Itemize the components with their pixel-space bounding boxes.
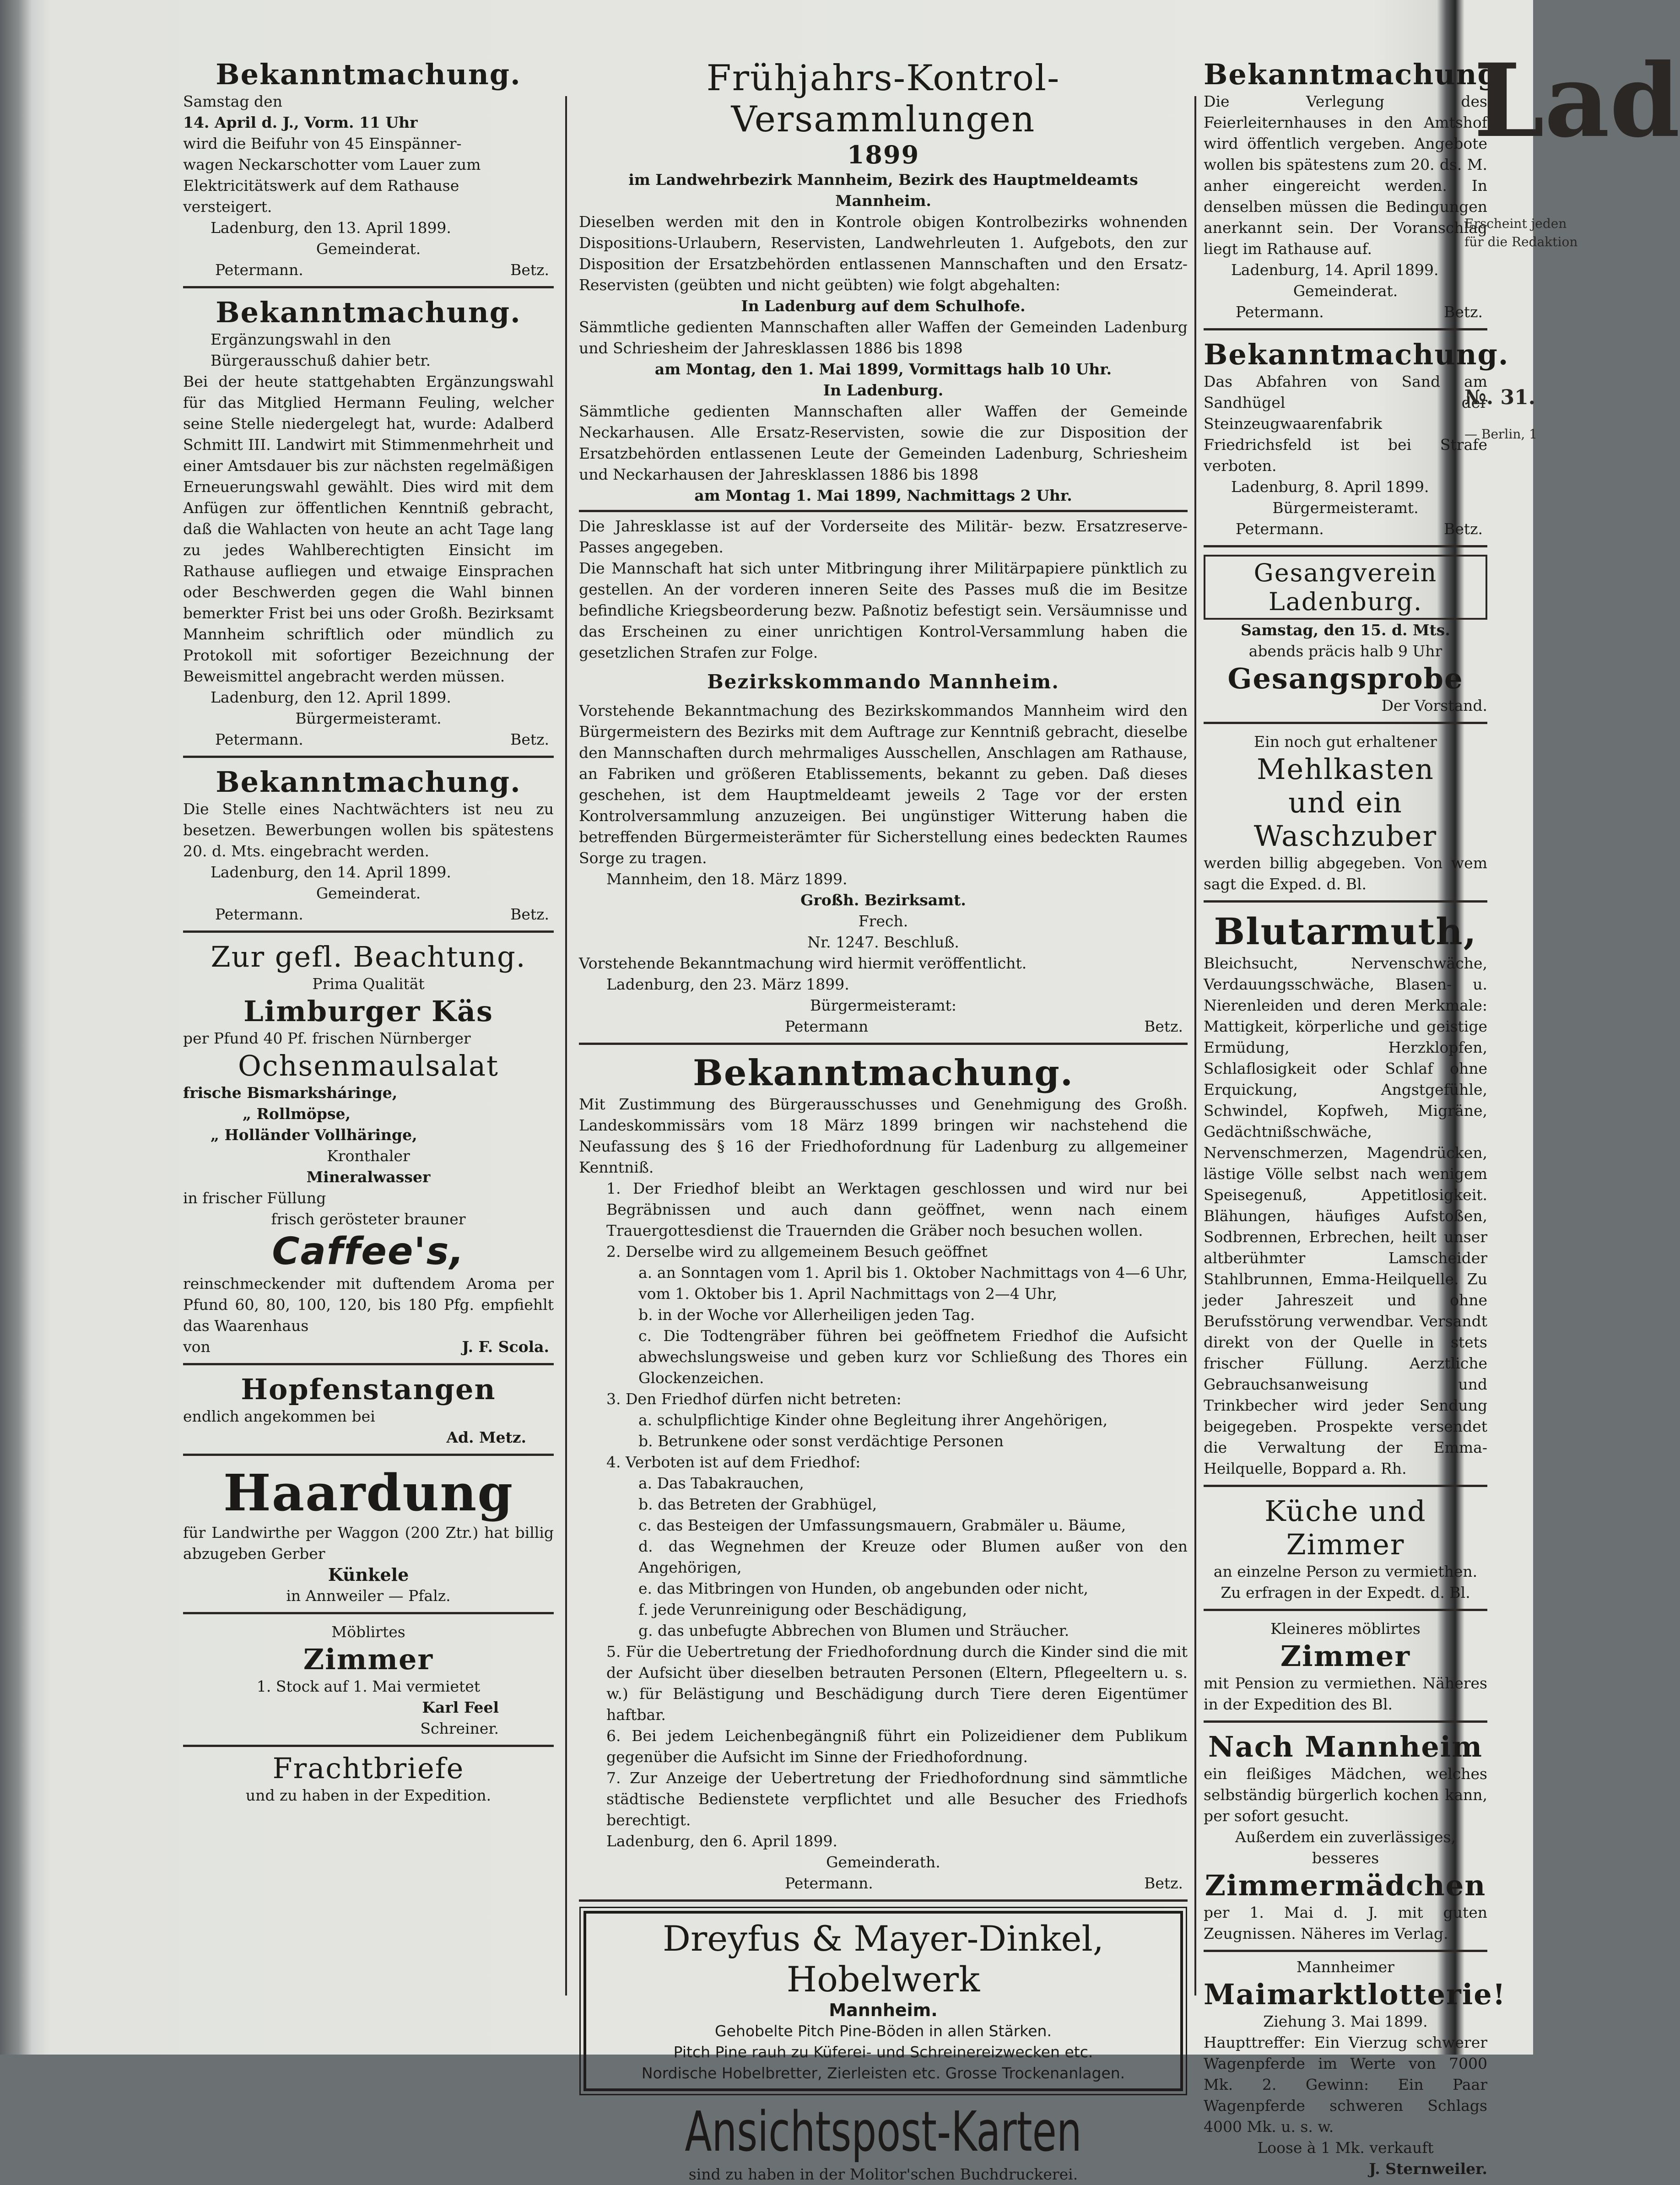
notice-office: Gemeinderat. — [1293, 282, 1398, 300]
ad-text: Pitch Pine rauh zu Küferei- und Schreinereizwecken etc. — [673, 2043, 1093, 2061]
ad-text: „ Rollmöpse, — [243, 1105, 351, 1123]
adjacent-text: Erscheint jeden — [1464, 216, 1567, 231]
adjacent-page-strip — [1464, 41, 1680, 2023]
ad-zimmer — [183, 1619, 554, 1747]
ad-text: Nordische Hobelbretter, Zierleisten etc. Grosse Trockenanlagen. — [641, 2064, 1125, 2082]
notice-title: Frühjahrs-Kontrol-Versammlungen — [706, 58, 1060, 140]
ad-mehlkasten — [1204, 729, 1487, 903]
ad-dreyfus-mayer-dinkel — [583, 1911, 1183, 2091]
notice-signature: Petermann. Betz. — [1236, 520, 1483, 538]
notice-text: Die Verlegung des Feierleiternhauses in den Amtshof wird öffentlich vergeben. Angebote wollen bis spätestens zum 20. ds. M. anher eingereicht werden. In denselben müssen die Bedingungen anerkannt sein. Der Voranschlag liegt im Rathause auf. — [1204, 92, 1487, 258]
notice-text: Das Abfahren von Sand am Sandhügel der Steinzeugwaarenfabrik Friedrichsfeld ist bei Strafe verboten. — [1204, 373, 1487, 475]
notice-text: 2. Derselbe wird zu allgemeinem Besuch geöffnet — [606, 1243, 988, 1260]
notice-date: Ladenburg, den 6. April 1899. — [606, 1832, 837, 1850]
ad-heading: Ochsenmaulsalat — [238, 1049, 499, 1082]
notice-title: Bekanntmachung. — [1204, 58, 1509, 91]
adjacent-masthead: Lad — [1474, 41, 1680, 160]
notice-text: am Montag, den 1. Mai 1899, Vormittags halb 10 Uhr. — [654, 360, 1112, 378]
ad-signature: Karl Feel — [422, 1698, 499, 1716]
divider — [579, 510, 1188, 512]
notice-text: Bürgerausschuß dahier betr. — [211, 352, 431, 369]
ad-heading: Limburger Käs — [243, 995, 493, 1028]
ad-frachtbriefe — [183, 1752, 554, 1806]
notice-text: Die Jahresklasse ist auf der Vorderseite des Militär- bezw. Ersatzreserve-Passes angegeben. — [579, 517, 1188, 556]
ad-text: Schreiner. — [420, 1720, 499, 1737]
ad-title: Blutarmuth, — [1214, 910, 1477, 953]
ad-text: werden billig abgegeben. Von wem sagt die Exped. d. Bl. — [1204, 854, 1487, 893]
ad-limburger — [183, 937, 554, 1365]
notice-3 — [183, 763, 554, 933]
notice-year: 1899 — [847, 140, 920, 169]
notice-text: b. in der Woche vor Allerheiligen jeden Tag. — [638, 1306, 975, 1324]
column-rule — [565, 96, 567, 1996]
notice-text: b. das Betreten der Grabhügel, — [638, 1495, 877, 1513]
ad-title: Zimmer — [303, 1643, 434, 1676]
ad-signature: J. Sternweiler. — [1369, 2160, 1487, 2178]
notice-text: im Landwehrbezirk Mannheim, Bezirk des Hauptmeldeamts Mannheim. — [628, 171, 1138, 210]
ad-text: Haupttreffer: Ein Vierzug schwerer Wagenpferde im Werte von 7000 Mk. 2. Gewinn: Ein Paar Wagenpferde schweren Schlags 4000 Mk. u. s. w. — [1204, 2034, 1487, 2136]
notice-text: versteigert. — [183, 198, 272, 216]
ad-title: Ansichtspost-Karten — [685, 2100, 1082, 2164]
ad-title: Frachtbriefe — [272, 1752, 465, 1785]
ad-title: Zimmer — [1280, 1639, 1411, 1673]
ad-blutarmuth — [1204, 907, 1487, 1487]
ad-title: Hopfenstangen — [241, 1373, 496, 1406]
notice-date: Mannheim, den 18. März 1899. — [606, 870, 848, 888]
notice-text: Vorstehende Bekanntmachung wird hiermit veröffentlicht. — [579, 954, 1027, 972]
ad-title: Zur gefl. Beachtung. — [211, 940, 526, 974]
notice-text: Ergänzungswahl in den — [211, 330, 391, 348]
notice-text: a. an Sonntagen vom 1. April bis 1. Oktober Nachmittags von 4—6 Uhr, vom 1. Oktober bis 1. April Nachmittags von 2—4 Uhr, — [638, 1264, 1188, 1303]
ad-text: in frischer Füllung — [183, 1189, 326, 1207]
notice-signature: Petermann. Betz. — [1236, 303, 1483, 321]
ad-text: Mineralwasser — [306, 1168, 431, 1186]
ad-haardung — [183, 1460, 554, 1614]
ad-text: in Annweiler — Pfalz. — [286, 1587, 451, 1605]
ad-signature: Ad. Metz. — [446, 1428, 526, 1446]
ad-heading: Zimmermädchen — [1205, 1869, 1486, 1902]
column-middle — [579, 55, 1188, 2185]
adjacent-text: — Berlin, 1 — [1464, 427, 1537, 442]
ad-text: sind zu haben in der Molitor'schen Buchdruckerei. — [688, 2165, 1078, 2183]
notice-signature: Petermann. Betz. — [215, 905, 549, 923]
notice-text: 6. Bei jedem Leichenbegängniß führt ein Polizeidiener dem Publikum gegenüber die Aufsicht im Sinne der Friedhofordnung. — [606, 1727, 1188, 1766]
notice-text: g. das unbefugte Abbrechen von Blumen und Sträucher. — [638, 1622, 1070, 1639]
ad-title: Dreyfus & Mayer-Dinkel, Hobelwerk — [663, 1918, 1104, 2000]
ad-text: frische Bismarksháringe, — [183, 1084, 398, 1102]
ad-text: per Pfund 40 Pf. frischen Nürnberger — [183, 1029, 471, 1047]
ad-heading: Mehlkasten — [1257, 752, 1434, 786]
ad-title: Gesangverein Ladenburg. — [1204, 555, 1487, 620]
notice-date: Ladenburg, den 12. April 1899. — [211, 688, 451, 706]
ad-text: für Landwirthe per Waggon (200 Ztr.) hat billig abzugeben Gerber — [183, 1524, 554, 1563]
ad-title: Maimarktlotterie! — [1204, 1978, 1506, 2011]
notice-signature: Petermann. Betz. — [215, 261, 549, 279]
notice-title: Bekanntmachung. — [216, 765, 521, 799]
notice-text: Vorstehende Bekanntmachung des Bezirkskommandos Mannheim wird den Bürgermeistern des Bezirks mit dem Auftrage zur Kenntniß gebracht, dieselbe den Mannschaften durch mehrmaliges Ausschellen, Anschlagen am Rathause, an Fabriken und größeren Etablissements, bekannt zu geben. Daß dieses geschehen, ist dem Hauptmeldeamt jeweils 2 Tage vor der ersten Kontrolversammlung anzuzeigen. Bei ungünstiger Witterung haben die betreffenden Bürgermeisterämter für Sicherstellung eines bedeckten Raumes Sorge zu tragen. — [579, 702, 1188, 867]
ad-signature: Künkele — [328, 1564, 409, 1585]
ad-title: Nach Mannheim — [1208, 1730, 1483, 1763]
notice-text: 7. Zur Anzeige der Uebertretung der Friedhofordnung sind sämmtliche städtische Bedienstete verpflichtet und alle Besucher des Friedhofs berechtigt. — [606, 1769, 1188, 1829]
notice-office: Bürgermeisteramt: — [810, 996, 956, 1014]
notice-office: Gemeinderath. — [826, 1853, 940, 1871]
ad-text: Ziehung 3. Mai 1899. — [1263, 2012, 1428, 2030]
notice-text: Frech. — [858, 912, 908, 930]
notice-text: In Ladenburg auf dem Schulhofe. — [741, 297, 1026, 315]
notice-text: 14. April d. J., Vorm. 11 Uhr — [183, 114, 418, 131]
notice-signature: Petermann. Betz. — [215, 730, 549, 748]
ad-heading: Caffee's, — [272, 1230, 465, 1273]
notice-title: Bekanntmachung. — [693, 1052, 1074, 1094]
ad-text: „ Holländer Vollhäringe, — [211, 1126, 417, 1144]
notice-signature: Petermann. Betz. — [785, 1874, 1183, 1892]
ad-heading: und ein Waschzuber — [1253, 786, 1437, 853]
notice-text: wird die Beifuhr von 45 Einspänner- — [183, 135, 462, 152]
ad-text: und zu haben in der Expedition. — [245, 1786, 492, 1804]
ad-nach-mannheim — [1204, 1727, 1487, 1952]
ad-text: Mannheimer — [1296, 1958, 1394, 1976]
ad-title: Küche und Zimmer — [1264, 1494, 1426, 1561]
notice-kontrolversammlungen — [579, 55, 1188, 1045]
notice-text: Dieselben werden mit den in Kontrole obigen Kontrolbezirks wohnenden Dispositions-Urlaubern, Reservisten, Landwehrleuten 1. Aufgebots, den zur Disposition der Ersatzbehörden entlassenen Mannschaften und den Ersatz-Reservisten (geübten und nicht geübten) wie folgt abgehalten: — [579, 213, 1188, 294]
notice-text: Sämmtliche gedienten Mannschaften aller Waffen der Gemeinde Neckarhausen. Alle Ersatz-Reservisten, sowie die zur Disposition der Ersatzbehörden entlassenen Leute der Gemeinden Ladenburg, Schriesheim und Neckarhausen der Jahresklassen 1886 bis 1898 — [579, 402, 1188, 483]
ad-text: Bleichsucht, Nervenschwäche, Verdauungsschwäche, Blasen- u. Nierenleiden und deren Merkmale: Mattigkeit, körperliche und geistige Ermüdung, Herzklopfen, Schlaflosigkeit oder Schlaf ohne Erquickung, Angstgefühle, Schwindel, Kopfweh, Migräne, Gedächtnißschwäche, Nervenschmerzen, Magendrücken, lästige Völle selbst nach wenigem Speisegenuß, Appetitlosigkeit. Blähungen, häufiges Aufstoßen, Sodbrennen, Erbrechen, heilt unser altberühmter Lamscheider Stahlbrunnen, Emma-Heilquelle. Zu jeder Jahreszeit und ohne Berufsstörung verwendbar. Versandt direkt von der Quelle in stets frischer Füllung. Aerztliche Gebrauchsanweisung und Trinkbecher wird jeder Sendung beigegeben. Prospekte versendet die Verwaltung der Emma-Heilquelle, Boppard a. Rh. — [1204, 954, 1487, 1477]
ad-text: an einzelne Person zu vermiethen. — [1213, 1563, 1478, 1580]
notice-text: a. Das Tabakrauchen, — [638, 1474, 804, 1492]
ad-hopfenstangen — [183, 1370, 554, 1456]
notice-text: Bei der heute stattgehabten Ergänzungswahl für das Mitglied Hermann Feuling, welcher seine Stelle niedergelegt hat, wurde: Adalberd Schmitt III. Landwirt mit Stimmenmehrheit und einer Amtsdauer bis zur nächsten regelmäßigen Erneuerungswahl gewählt. Dies wird mit dem Anfügen zur öffentlichen Kenntniß gebracht, daß die Wahlacten von heute an acht Tage lang zu jedes Wahlberechtigten Einsicht im Rathause aufliegen und etwaige Einsprachen oder Beschwerden gegen die Wahl binnen bemerkter Frist bei uns oder Großh. Bezirksamt Mannheim schriftlich oder mündlich zu Protokoll mit sofortiger Bezeichnung der Beweismittel angebracht werden müssen. — [183, 373, 554, 685]
ad-text: Zu erfragen in der Expedt. d. Bl. — [1221, 1584, 1470, 1601]
ad-signature: Der Vorstand. — [1381, 697, 1487, 714]
notice-feierleiternhaus — [1204, 55, 1509, 330]
ad-kueche-zimmer — [1204, 1492, 1487, 1611]
notice-friedhofordnung — [579, 1049, 1188, 1902]
ad-text: abends präcis halb 9 Uhr — [1248, 642, 1442, 660]
notice-text: Samstag den — [183, 92, 282, 110]
notice-text: 5. Für die Uebertretung der Friedhofordnung durch die Kinder sind die mit der Aufsicht über dieselben betrauten Personen (Eltern, Pflegeeltern u. s. w.) für Belästigung und Beschädigung durch Tiere deren Eigentümer haftbar. — [606, 1643, 1188, 1724]
notice-date: Ladenburg, 8. April 1899. — [1231, 478, 1429, 496]
ad-gesangverein — [1204, 552, 1487, 724]
notice-1 — [183, 55, 554, 288]
notice-office: Bezirkskommando Mannheim. — [707, 671, 1059, 693]
ad-text: ein fleißiges Mädchen, welches selbständig bürgerlich kochen kann, per sofort gesucht. — [1204, 1765, 1487, 1825]
column-rule — [1194, 96, 1196, 1996]
notice-text: Mit Zustimmung des Bürgerausschusses und Genehmigung des Großh. Landeskommissärs vom 18 März 1899 bringen wir nachstehend die Neufassung des § 16 der Friedhofordnung für Ladenburg zu allgemeiner Kenntniß. — [579, 1095, 1188, 1176]
ad-text: reinschmeckender mit duftendem Aroma per Pfund 60, 80, 100, 120, bis 180 Pfg. empfiehlt das Waarenhaus — [183, 1275, 554, 1335]
notice-2 — [183, 293, 554, 758]
notice-office: Bürgermeisteramt. — [1272, 499, 1419, 517]
ad-text: Loose à 1 Mk. verkauft — [1257, 2139, 1434, 2157]
ad-text: endlich angekommen bei — [183, 1407, 375, 1425]
ad-text: 1. Stock auf 1. Mai vermietet — [256, 1677, 481, 1695]
notice-text: 1. Der Friedhof bleibt an Werktagen geschlossen und wird nur bei Begräbnissen und auch dann geöffnet, wenn nach einem Trauergottesdienst die Trauernden die Gräber noch besuchen wollen. — [606, 1179, 1188, 1239]
ad-text: Mannheim. — [829, 2000, 938, 2020]
adjacent-text: für die Redaktion — [1464, 234, 1578, 249]
notice-text: Nr. 1247. Beschluß. — [807, 933, 959, 951]
adjacent-issue-number: №. 31. — [1464, 386, 1536, 409]
notice-date: Ladenburg, den 23. März 1899. — [606, 975, 849, 993]
ad-text: Außerdem ein zuverlässiges, besseres — [1235, 1828, 1456, 1867]
notice-date: Ladenburg, 14. April 1899. — [1231, 261, 1439, 279]
notice-text: Die Stelle eines Nachtwächters ist neu zu besetzen. Bewerbungen wollen bis spätestens 20. d. Mts. eingebracht werden. — [183, 800, 554, 860]
notice-text: c. das Besteigen der Umfassungsmauern, Grabmäler u. Bäume, — [638, 1516, 1126, 1534]
ad-moebliertes-zimmer — [1204, 1616, 1487, 1723]
notice-text: 4. Verboten ist auf dem Friedhof: — [606, 1453, 861, 1471]
notice-text: c. Die Todtengräber führen bei geöffnetem Friedhof die Aufsicht abwechslungsweise und geben kurz vor Schließung des Thores ein Glockenzeichen. — [638, 1327, 1188, 1387]
ad-text: Kleineres möblirtes — [1270, 1620, 1421, 1638]
notice-date: Ladenburg, den 14. April 1899. — [211, 863, 451, 881]
notice-text: 3. Den Friedhof dürfen nicht betreten: — [606, 1390, 902, 1408]
ad-text: per 1. Mai d. J. mit guten Zeugnissen. Näheres im Verlag. — [1204, 1904, 1487, 1942]
notice-text: b. Betrunkene oder sonst verdächtige Personen — [638, 1432, 1004, 1450]
ad-text: Kronthaler — [327, 1147, 410, 1165]
notice-office: Gemeinderat. — [316, 884, 421, 902]
notice-title: Bekanntmachung. — [1204, 338, 1509, 371]
notice-office: Bürgermeisteramt. — [295, 709, 442, 727]
ad-text: frisch gerösteter brauner — [271, 1210, 466, 1228]
notice-text: e. das Mitbringen von Hunden, ob angebunden oder nicht, — [638, 1579, 1089, 1597]
ad-ansichtspost-karten — [579, 2100, 1188, 2185]
ad-text: Samstag, den 15. d. Mts. — [1241, 621, 1450, 639]
notice-text: Sämmtliche gedienten Mannschaften aller Waffen der Gemeinden Ladenburg und Schriesheim der Jahresklassen 1886 bis 1898 — [579, 318, 1188, 357]
ad-text: Möblirtes — [331, 1623, 405, 1641]
notice-title: Bekanntmachung. — [216, 296, 521, 329]
ad-maimarktlotterie — [1204, 1957, 1506, 2180]
notice-text: am Montag 1. Mai 1899, Nachmittags 2 Uhr. — [694, 487, 1072, 504]
notice-text: a. schulpflichtige Kinder ohne Begleitung ihrer Angehörigen, — [638, 1411, 1108, 1429]
ad-heading: Gesangsprobe — [1227, 662, 1464, 695]
notice-signature: Petermann Betz. — [785, 1017, 1183, 1035]
column-left — [183, 55, 554, 1806]
notice-office: Großh. Bezirksamt. — [800, 891, 966, 909]
notice-title: Bekanntmachung. — [216, 58, 521, 91]
notice-text: f. jede Verunreinigung oder Beschädigung, — [638, 1601, 967, 1618]
notice-office: Gemeinderat. — [316, 240, 421, 258]
ad-text: Ein noch gut erhaltener — [1254, 733, 1437, 751]
notice-text: Die Mannschaft hat sich unter Mitbringung ihrer Militärpapiere pünktlich zu gestellen. An der vorderen inneren Seite des Passes muß die im Besitze befindliche Kriegsbeorderung bezw. Paßnotiz befestigt sein. Versäumnisse und das Erscheinen zu einer unrichtigen Kontrol-Versammlung haben die gesetzlichen Strafen zur Folge. — [579, 559, 1188, 661]
ad-text: Gehobelte Pitch Pine-Böden in allen Stärken. — [715, 2022, 1052, 2040]
ad-title: Haardung — [223, 1463, 514, 1522]
notice-text: In Ladenburg. — [823, 381, 944, 399]
notice-text: Elektricitätswerk auf dem Rathause — [183, 177, 459, 195]
notice-text: wagen Neckarschotter vom Lauer zum — [183, 156, 481, 173]
notice-date: Ladenburg, den 13. April 1899. — [211, 219, 451, 237]
ad-text: Prima Qualität — [312, 975, 425, 993]
ad-signature: von J. F. Scola. — [183, 1338, 549, 1356]
ad-text: mit Pension zu vermiethen. Näheres in der Expedition des Bl. — [1204, 1674, 1487, 1713]
notice-text: d. das Wegnehmen der Kreuze oder Blumen außer von den Angehörigen, — [638, 1537, 1188, 1576]
